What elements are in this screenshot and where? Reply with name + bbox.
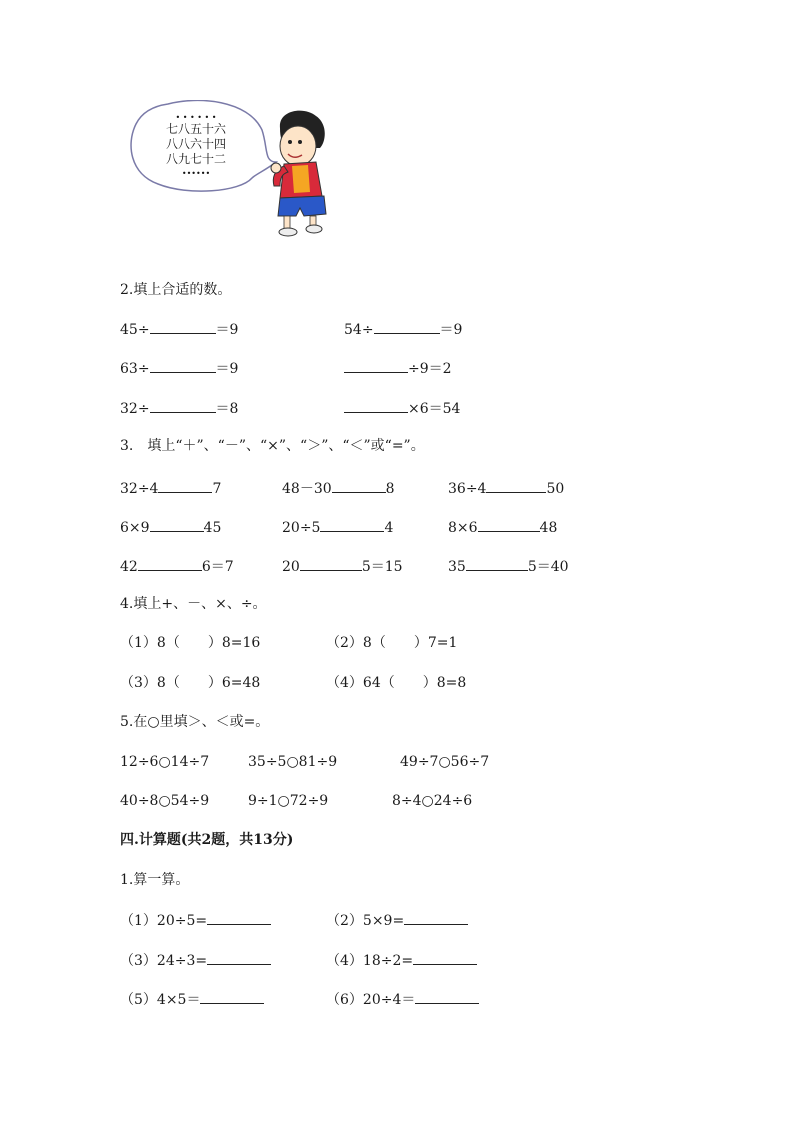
q2-expr-pre: 54÷ — [344, 322, 374, 338]
q3-r2-c3 — [448, 517, 557, 537]
bubble-dots-top: • • • • • • — [175, 113, 217, 122]
calc-item-2 — [326, 910, 468, 930]
q4-item-2[interactable]: （2）8（ ）7=1 — [326, 635, 458, 651]
bubble-line-1: 七八五十六 — [165, 122, 226, 136]
calc-expr: （4）18÷2= — [326, 953, 414, 969]
answer-blank[interactable] — [344, 358, 408, 373]
q2-expr-post: ＝9 — [215, 322, 239, 338]
q3-pre: 6×9 — [120, 520, 150, 536]
q3-post: 6＝7 — [201, 559, 234, 575]
q5-item-3[interactable]: 49÷7○56÷7 — [400, 754, 490, 770]
q5-item-1[interactable]: 12÷6○14÷7 — [120, 754, 210, 770]
answer-blank[interactable] — [413, 950, 477, 965]
answer-blank[interactable] — [207, 950, 271, 965]
q5-item-2[interactable]: 35÷5○81÷9 — [248, 754, 338, 770]
answer-blank[interactable] — [478, 517, 540, 532]
answer-blank[interactable] — [150, 517, 204, 532]
calc-expr: （3）24÷3= — [120, 953, 208, 969]
q2-expr-post: ÷9＝2 — [408, 361, 452, 377]
q3-pre: 8×6 — [448, 520, 478, 536]
boy-figure — [271, 111, 326, 236]
answer-blank[interactable] — [486, 478, 546, 493]
calc-expr: （1）20÷5= — [120, 913, 208, 929]
q3-pre: 35 — [448, 559, 466, 575]
calc-item-3 — [120, 950, 271, 970]
answer-blank[interactable] — [300, 556, 362, 571]
q3-r2-c2 — [282, 517, 393, 537]
q3-pre: 20÷5 — [282, 520, 321, 536]
answer-blank[interactable] — [138, 556, 202, 571]
q3-r3-c3 — [448, 556, 569, 576]
q3-r1-c2 — [282, 478, 395, 498]
calc-item-6 — [326, 989, 479, 1009]
q5-title: 5.在○里填＞、＜或=。 — [120, 714, 270, 730]
q2-row1-left — [120, 319, 238, 339]
q3-post: 45 — [203, 520, 222, 536]
q5-item-5[interactable]: 9÷1○72÷9 — [248, 793, 329, 809]
q4-item-1[interactable]: （1）8（ ）8=16 — [120, 635, 261, 651]
answer-blank[interactable] — [374, 319, 440, 334]
q3-post: 48 — [539, 520, 558, 536]
q3-pre: 48－30 — [282, 481, 332, 497]
q3-post: 5＝40 — [527, 559, 569, 575]
answer-blank[interactable] — [466, 556, 528, 571]
section-4-heading: 四.计算题(共2题，共13分) — [120, 832, 294, 848]
calc-item-4 — [326, 950, 477, 970]
answer-blank[interactable] — [404, 910, 468, 925]
bubble-line-2: 八八六十四 — [165, 137, 226, 151]
answer-blank[interactable] — [207, 910, 271, 925]
q3-pre: 20 — [282, 559, 300, 575]
q3-pre: 36÷4 — [448, 481, 487, 497]
q2-expr-pre: 63÷ — [120, 361, 150, 377]
q3-r1-c1 — [120, 478, 221, 498]
q3-r3-c2 — [282, 556, 403, 576]
q4-item-3[interactable]: （3）8（ ）6=48 — [120, 675, 261, 691]
q3-post: 50 — [546, 481, 565, 497]
q3-pre: 42 — [120, 559, 138, 575]
answer-blank[interactable] — [158, 478, 212, 493]
q3-pre: 32÷4 — [120, 481, 159, 497]
answer-blank[interactable] — [200, 989, 264, 1004]
answer-blank[interactable] — [150, 398, 216, 413]
answer-blank[interactable] — [320, 517, 384, 532]
answer-blank[interactable] — [344, 398, 408, 413]
q3-r3-c1 — [120, 556, 234, 576]
bubble-dots-bottom: •••••• — [181, 169, 211, 178]
calc-item-1 — [120, 910, 271, 930]
q3-r2-c1 — [120, 517, 221, 537]
q3-r1-c3 — [448, 478, 564, 498]
q4-title: 4.填上+、－、×、÷。 — [120, 596, 267, 612]
q3-title: 3. 填上“＋”、“－”、“×”、“＞”、“＜”或“=”。 — [120, 438, 425, 454]
bubble-line-3: 八九七十二 — [165, 152, 226, 166]
q2-row1-right — [344, 319, 462, 339]
q2-row2-left — [120, 358, 238, 378]
q5-item-6[interactable]: 8÷4○24÷6 — [392, 793, 473, 809]
answer-blank[interactable] — [150, 319, 216, 334]
q2-row3-right — [344, 398, 460, 418]
q2-expr-pre: 32÷ — [120, 401, 150, 417]
q2-expr-post: ＝9 — [215, 361, 239, 377]
calc-title: 1.算一算。 — [120, 872, 190, 888]
q2-expr-post: ＝9 — [439, 322, 463, 338]
answer-blank[interactable] — [150, 358, 216, 373]
q3-post: 4 — [384, 520, 394, 536]
q2-expr-post: ×6＝54 — [408, 401, 461, 417]
calc-expr: （6）20÷4＝ — [326, 992, 416, 1008]
q3-post: 8 — [385, 481, 395, 497]
calc-expr: （2）5×9= — [326, 913, 405, 929]
q2-title: 2.填上合适的数。 — [120, 282, 232, 298]
q5-item-4[interactable]: 40÷8○54÷9 — [120, 793, 210, 809]
q3-post: 7 — [212, 481, 222, 497]
q2-row2-right — [344, 358, 452, 378]
q2-row3-left — [120, 398, 238, 418]
answer-blank[interactable] — [332, 478, 386, 493]
answer-blank[interactable] — [415, 989, 479, 1004]
calc-expr: （5）4×5＝ — [120, 992, 201, 1008]
calc-item-5 — [120, 989, 264, 1009]
q4-item-4[interactable]: （4）64（ ）8=8 — [326, 675, 467, 691]
q2-expr-post: ＝8 — [215, 401, 239, 417]
q3-post: 5＝15 — [361, 559, 403, 575]
q2-expr-pre: 45÷ — [120, 322, 150, 338]
